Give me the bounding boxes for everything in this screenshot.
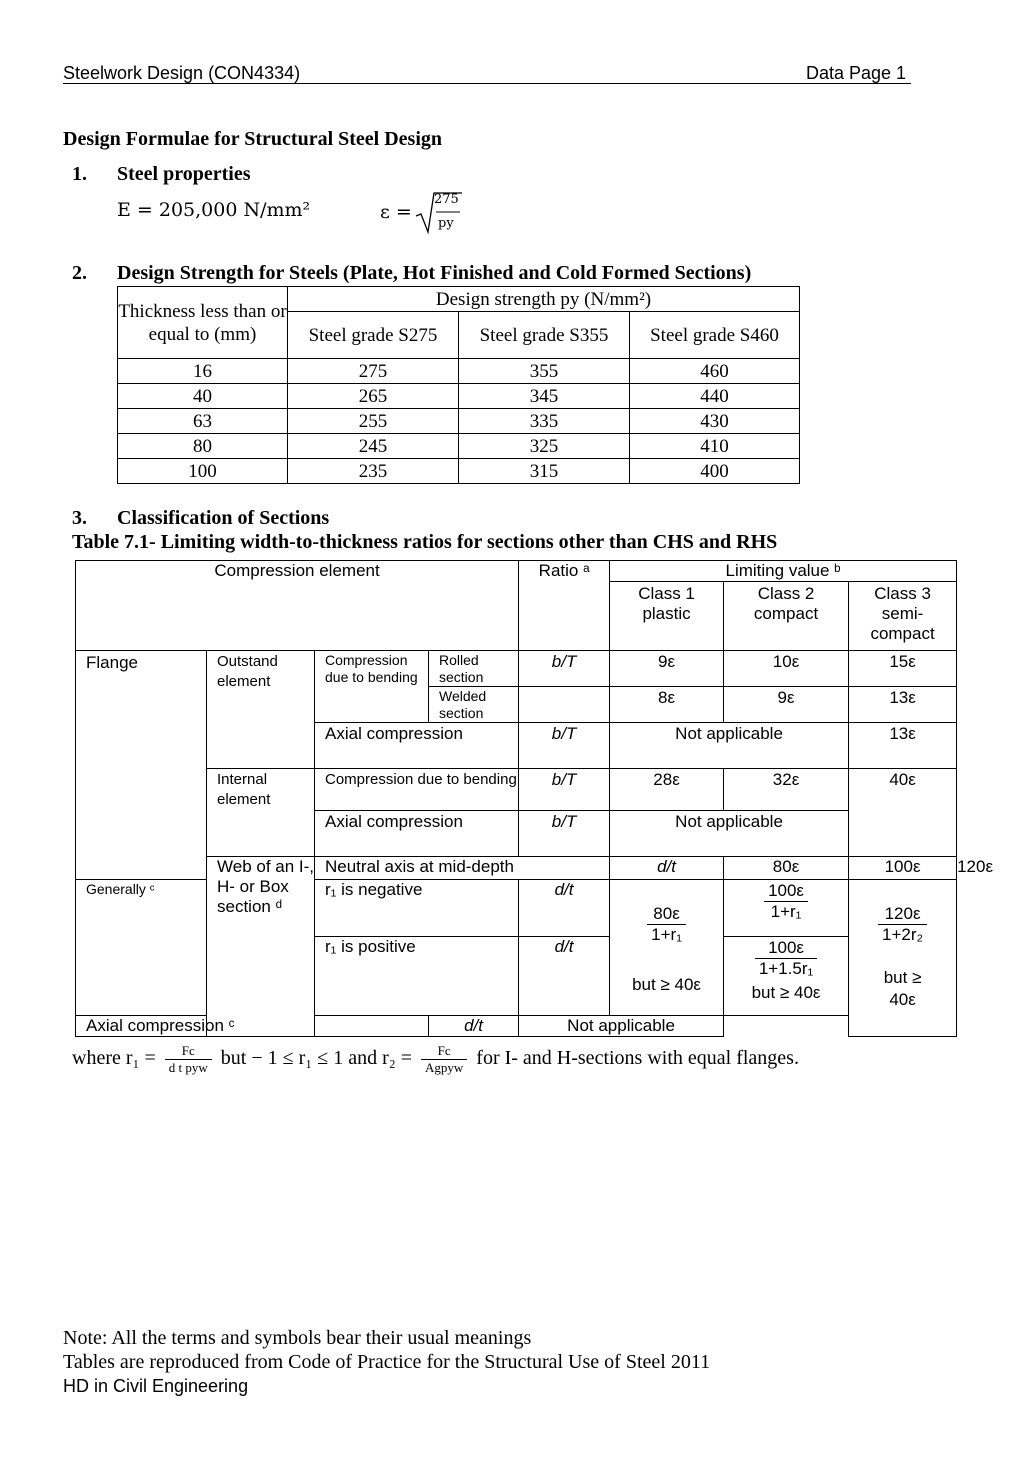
outstand-axial-na: Not applicable — [610, 723, 849, 769]
strength-cell: 235 — [288, 459, 459, 484]
strength-cell: 410 — [630, 434, 800, 459]
thickness-cell: 100 — [118, 459, 288, 484]
rolled-class3: 15ε — [849, 651, 957, 687]
section1-title: Steel properties — [117, 163, 251, 185]
epsilon-denominator: py — [438, 216, 454, 231]
where-mid: but − 1 ≤ r₁ ≤ 1 and r₂ = — [220, 1047, 412, 1070]
class2-but: but ≥ 40ε — [751, 983, 821, 1002]
outstand-label: Outstand element — [207, 651, 315, 769]
class3-denominator: 1+2r₂ — [882, 925, 924, 944]
outstand-axial-class3: 13ε — [849, 723, 957, 769]
table-row — [118, 434, 800, 459]
section2-title: Design Strength for Steels (Plate, Hot Finished and Cold Formed Sections) — [117, 262, 752, 284]
rolled-class1: 9ε — [610, 651, 724, 687]
rolled-label: Rolled section — [429, 651, 519, 687]
internal-axial-na: Not applicable — [610, 811, 849, 857]
strength-cell: 265 — [288, 384, 459, 409]
class1-denominator: 1+r₁ — [651, 925, 682, 944]
ratio-bt: b/T — [519, 769, 610, 811]
web-axial-label: Axial compression ᶜ — [76, 1016, 429, 1037]
strength-cell: 335 — [459, 409, 630, 434]
r2-numerator: Fc — [421, 1043, 467, 1060]
ratio-header: Ratio ᵃ — [519, 561, 610, 651]
compression-bending-label: Compression due to bending — [315, 651, 429, 723]
general-class3 — [849, 880, 957, 1037]
class3-header: Class 3 semi-compact — [849, 582, 957, 651]
r1-negative-label: r₁ is negative — [315, 880, 519, 937]
ratio-dt: d/t — [519, 937, 610, 1016]
class3-numerator: 120ε — [878, 904, 927, 925]
r2-denominator: Agpyw — [425, 1060, 464, 1075]
generally-label: Generally ᶜ — [76, 880, 207, 1016]
thickness-cell: 63 — [118, 409, 288, 434]
thickness-cell: 40 — [118, 384, 288, 409]
strength-cell: 460 — [630, 359, 800, 384]
class3-but: but ≥ 40ε — [883, 968, 922, 1009]
internal-label: Internal element — [207, 769, 315, 857]
neutral-class1: 80ε — [724, 857, 849, 880]
table-row — [118, 384, 800, 409]
flange-label: Flange — [76, 651, 207, 880]
class2a-numerator: 100ε — [764, 881, 808, 902]
ratio-dt: d/t — [610, 857, 724, 880]
grade-s355-header: Steel grade S355 — [459, 312, 630, 359]
internal-bending-label: Compression due to bending — [315, 769, 519, 811]
strength-cell: 440 — [630, 384, 800, 409]
class1-numerator: 80ε — [647, 904, 686, 925]
thickness-header: Thickness less than or equal to (mm) — [118, 287, 288, 359]
section3-title: Classification of Sections — [117, 507, 330, 529]
thickness-cell: 16 — [118, 359, 288, 384]
r1-positive-label: r₁ is positive — [315, 937, 519, 1016]
r1-positive-class2 — [724, 937, 849, 1016]
web-axial-na: Not applicable — [519, 1016, 724, 1037]
footer-source: Tables are reproduced from Code of Practice for the Structural Use of Steel 2011 — [63, 1351, 711, 1373]
footer-note: Note: All the terms and symbols bear their usual meanings — [63, 1327, 532, 1349]
strength-cell: 325 — [459, 434, 630, 459]
internal-class3: 40ε — [849, 769, 957, 857]
welded-class1: 8ε — [610, 687, 724, 723]
ratio-bt: b/T — [519, 723, 610, 769]
class1-header: Class 1 plastic — [610, 582, 724, 651]
footer-program: HD in Civil Engineering — [63, 1376, 249, 1396]
strength-cell: 315 — [459, 459, 630, 484]
welded-class3: 13ε — [849, 687, 957, 723]
ratio-dt: d/t — [429, 1016, 519, 1037]
course-title: Steelwork Design (CON4334) — [63, 63, 301, 83]
neutral-axis-label: Neutral axis at mid-depth — [315, 857, 610, 880]
header-rule — [63, 83, 911, 84]
class2b-denominator: 1+1.5r₁ — [758, 959, 814, 978]
ratio-bt: b/T — [519, 811, 610, 857]
outstand-axial-label: Axial compression — [315, 723, 519, 769]
limiting-value-header: Limiting value ᵇ — [610, 561, 957, 582]
table-row — [118, 409, 800, 434]
class2a-denominator: 1+r₁ — [770, 902, 802, 921]
section1-number: 1. — [72, 163, 87, 185]
page-title: Design Formulae for Structural Steel Design — [63, 128, 443, 150]
internal-axial-label: Axial compression — [315, 811, 519, 857]
grade-s460-header: Steel grade S460 — [630, 312, 800, 359]
section2-number: 2. — [72, 262, 87, 284]
epsilon-lhs: ε = — [380, 201, 412, 223]
r1-denominator: d t pyw — [168, 1060, 208, 1075]
welded-class2: 9ε — [724, 687, 849, 723]
strength-cell: 255 — [288, 409, 459, 434]
r1-numerator: Fc — [165, 1043, 212, 1060]
section3-number: 3. — [72, 507, 87, 529]
classification-table: Compression element Ratio ᵃ Limiting value ᵇ Class 1 plastic Class 2 compact Class 3 semi-compact Flange Outstand element Compression due to bending Rolled section b/T 9ε 10ε 15ε Welded section 8ε 9ε 13ε Axial compression b/T Not applicable 13ε Internal element Compression due to bending b/T 28ε 32ε 40ε Axial compression b/T Not applicable Web of an I-, H- or Box section ᵈ Neutral axis at mid-depth d/t 80ε 100ε 120ε Generally ᶜ r₁ is negative d/t $\frac{80\varepsilon}{\text{1+r₁}}$ but ≥ 40ε $\frac{100\varepsilon}{\text{1+r₁}}$ $\frac{120\varepsilon}{\text{1+2r₂}}$ but ≥ 40ε r₁ is positive d/t $\frac{100\varepsilon}{\text{1+1.5r₁}}$ but ≥ 40ε Axial compression ᶜ d/t Not applicable — [75, 560, 957, 1037]
where-line — [72, 1043, 799, 1076]
thickness-cell: 80 — [118, 434, 288, 459]
ratio-bt: b/T — [519, 651, 610, 687]
epsilon-numerator: 275 — [434, 192, 459, 207]
youngs-modulus: E = 205,000 N/mm² — [117, 199, 311, 221]
rolled-class2: 10ε — [724, 651, 849, 687]
table71-title: Table 7.1- Limiting width-to-thickness ratios for sections other than CHS and RHS — [72, 531, 778, 553]
strength-cell: 245 — [288, 434, 459, 459]
class1-but: but ≥ 40ε — [632, 975, 701, 994]
grade-s275-header: Steel grade S275 — [288, 312, 459, 359]
web-label: Web of an I-, H- or Box section ᵈ — [207, 857, 315, 1037]
strength-cell: 275 — [288, 359, 459, 384]
welded-label: Welded section — [429, 687, 519, 723]
design-strength-table — [117, 286, 800, 484]
r1-negative-class2 — [724, 880, 849, 937]
design-strength-header: Design strength py (N/mm²) — [288, 287, 800, 312]
table-row — [118, 359, 800, 384]
ratio-dt: d/t — [519, 880, 610, 937]
internal-class1: 28ε — [610, 769, 724, 811]
page-label: Data Page 1 — [806, 63, 907, 83]
strength-cell: 345 — [459, 384, 630, 409]
general-class1 — [610, 880, 724, 1016]
strength-cell: 355 — [459, 359, 630, 384]
table-row — [118, 459, 800, 484]
internal-class2: 32ε — [724, 769, 849, 811]
class2-header: Class 2 compact — [724, 582, 849, 651]
where-lhs: where r₁ = — [72, 1047, 156, 1070]
where-tail: for I- and H-sections with equal flanges. — [476, 1047, 799, 1070]
strength-cell: 430 — [630, 409, 800, 434]
strength-cell: 400 — [630, 459, 800, 484]
class2b-numerator: 100ε — [755, 938, 817, 959]
neutral-class2: 100ε — [849, 857, 957, 880]
compression-element-header: Compression element — [76, 561, 519, 651]
